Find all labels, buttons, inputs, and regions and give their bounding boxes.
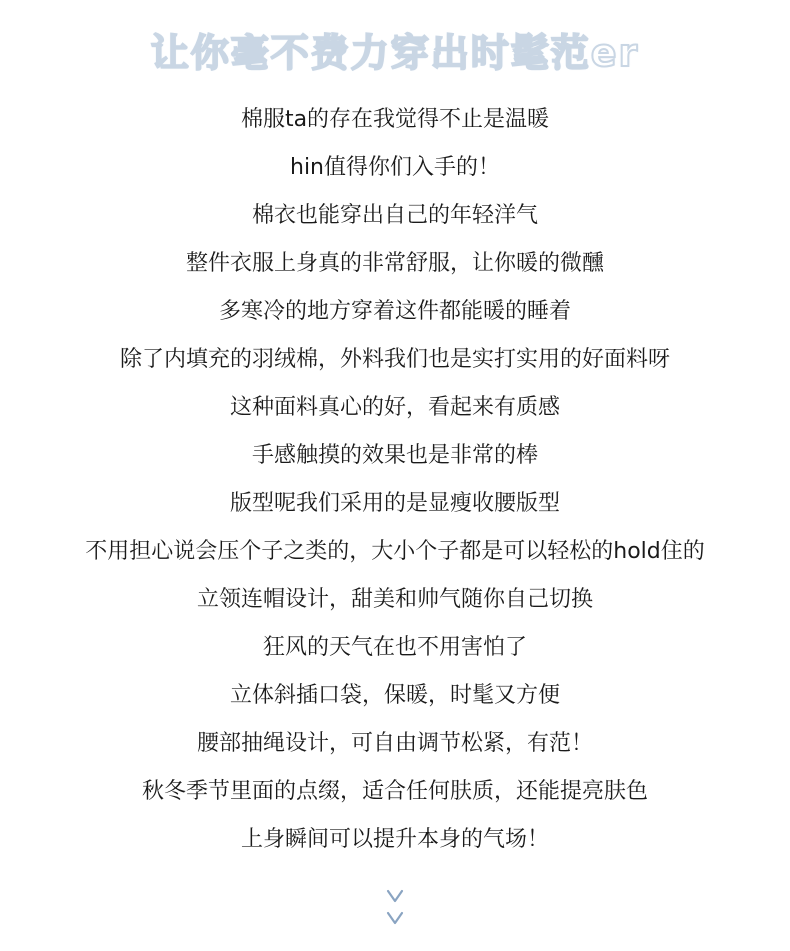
description-line: 秋冬季节里面的点缀，适合任何肤质，还能提亮肤色 bbox=[141, 779, 648, 804]
description-lines bbox=[0, 96, 790, 864]
description-line: 版型呢我们采用的是显瘦收腰版型 bbox=[229, 491, 560, 516]
double-chevron-down-icon bbox=[0, 888, 790, 926]
description-line: 整件衣服上身真的非常舒服，让你暖的微醺 bbox=[185, 251, 604, 276]
description-line: 棉服ta的存在我觉得不止是温暖 bbox=[240, 107, 550, 132]
description-line: 腰部抽绳设计，可自由调节松紧，有范！ bbox=[196, 731, 593, 756]
headline: 让你毫不费力穿出时髦范er bbox=[150, 31, 640, 75]
description-line: 狂风的天气在也不用害怕了 bbox=[262, 635, 527, 660]
chevron-down-icon bbox=[385, 910, 405, 926]
description-line: hin值得你们入手的！ bbox=[290, 155, 500, 180]
description-line: 除了内填充的羽绒棉，外料我们也是实打实用的好面料呀 bbox=[119, 347, 670, 372]
description-line: 多寒冷的地方穿着这件都能暖的睡着 bbox=[218, 299, 571, 324]
description-line: 手感触摸的效果也是非常的棒 bbox=[251, 443, 538, 468]
description-line: 立体斜插口袋，保暖，时髦又方便 bbox=[229, 683, 560, 708]
chevron-down-icon bbox=[385, 888, 405, 904]
description-line: 棉衣也能穿出自己的年轻洋气 bbox=[251, 203, 538, 228]
description-line: 这种面料真心的好，看起来有质感 bbox=[229, 395, 560, 420]
description-line: 不用担心说会压个子之类的，大小个子都是可以轻松的hold住的 bbox=[85, 539, 705, 564]
description-line: 立领连帽设计，甜美和帅气随你自己切换 bbox=[196, 587, 593, 612]
description-line: 上身瞬间可以提升本身的气场！ bbox=[240, 827, 549, 852]
